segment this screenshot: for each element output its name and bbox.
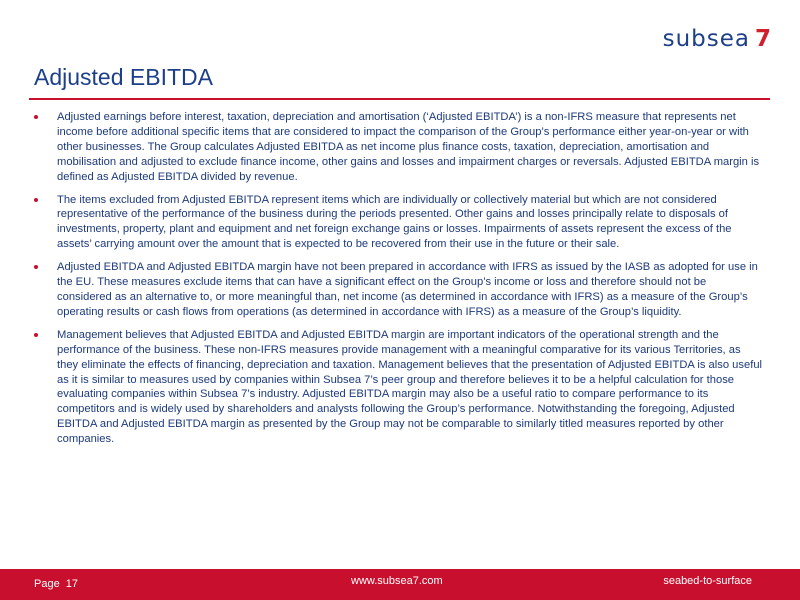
bullet-dot-icon (34, 115, 38, 119)
footer-tagline: seabed-to-surface (663, 575, 752, 587)
page-indicator (34, 578, 78, 590)
logo-wordmark: subsea (662, 26, 750, 52)
bullet-text: The items excluded from Adjusted EBITDA represent items which are individually or collectively material but which are not considered representative of the performance of the business during the periods presented. Other gains and losses principally relate to disposals of investments, property, plant and equipment and net foreign exchange gains or losses. Impairments of assets represent the excess of the assets’ carrying amount over the amount that is expected to be recovered from their use in the future or their sale. (57, 193, 732, 251)
footer-bar (0, 569, 800, 600)
page-label: Page (34, 578, 60, 590)
website-link[interactable]: www.subsea7.com (351, 575, 443, 587)
bullet-item (34, 328, 764, 447)
page-title: Adjusted EBITDA (34, 64, 213, 90)
bullet-dot-icon (34, 265, 38, 269)
bullet-dot-icon (34, 333, 38, 337)
bullet-item (34, 110, 764, 185)
bullet-list (34, 110, 764, 455)
page-number: 17 (65, 578, 78, 590)
subsea7-logo (663, 26, 772, 52)
bullet-item (34, 193, 764, 253)
bullet-dot-icon (34, 198, 38, 202)
bullet-text: Adjusted EBITDA and Adjusted EBITDA margin have not been prepared in accordance with IFRS as issued by the IASB as adopted for use in the EU. These measures exclude items that can have a significant effect on the Group’s income or loss and therefore should not be considered as an alternative to, or more meaningful than, net income (as determined in accordance with IFRS) as a measure of the Group’s operating results or cash flows from operations (as determined in accordance with IFRS) as a measure of the Group’s liquidity. (57, 261, 758, 318)
bullet-text: Management believes that Adjusted EBITDA and Adjusted EBITDA margin are important indicators of the operational strength and the performance of the business. These non-IFRS measures provide management with a meaningful comparative for its various Territories, as they eliminate the effects of financing, depreciation and taxation. Management believes that the presentation of Adjusted EBITDA is also useful as it is similar to measures used by companies within Subsea 7’s peer group and therefore believes it to be a helpful calculation for those evaluating companies within Subsea 7’s industry. Adjusted EBITDA margin may also be a useful ratio to compare performance to its competitors and is widely used by shareholders and analysts following the Group’s performance. Notwithstanding the foregoing, Adjusted EBITDA and Adjusted EBITDA margin as presented by the Group may not be comparable to similarly titled measures reported by other companies. (57, 328, 763, 446)
logo-seven-mark: 7 (754, 26, 772, 52)
bullet-text: Adjusted earnings before interest, taxation, depreciation and amortisation (‘Adjusted EBITDA’) is a non-IFRS measure that represents net income before additional specific items that are considered to impact the comparison of the Group’s performance either year-on-year or with other businesses. The Group calculates Adjusted EBITDA as net income plus finance costs, taxation, depreciation, amortisation and mobilisation and adjusted to exclude finance income, other gains and losses and impairment charges or reversals. Adjusted EBITDA margin is defined as Adjusted EBITDA divided by revenue. (57, 111, 760, 183)
bullet-item (34, 260, 764, 320)
title-divider (29, 98, 770, 100)
